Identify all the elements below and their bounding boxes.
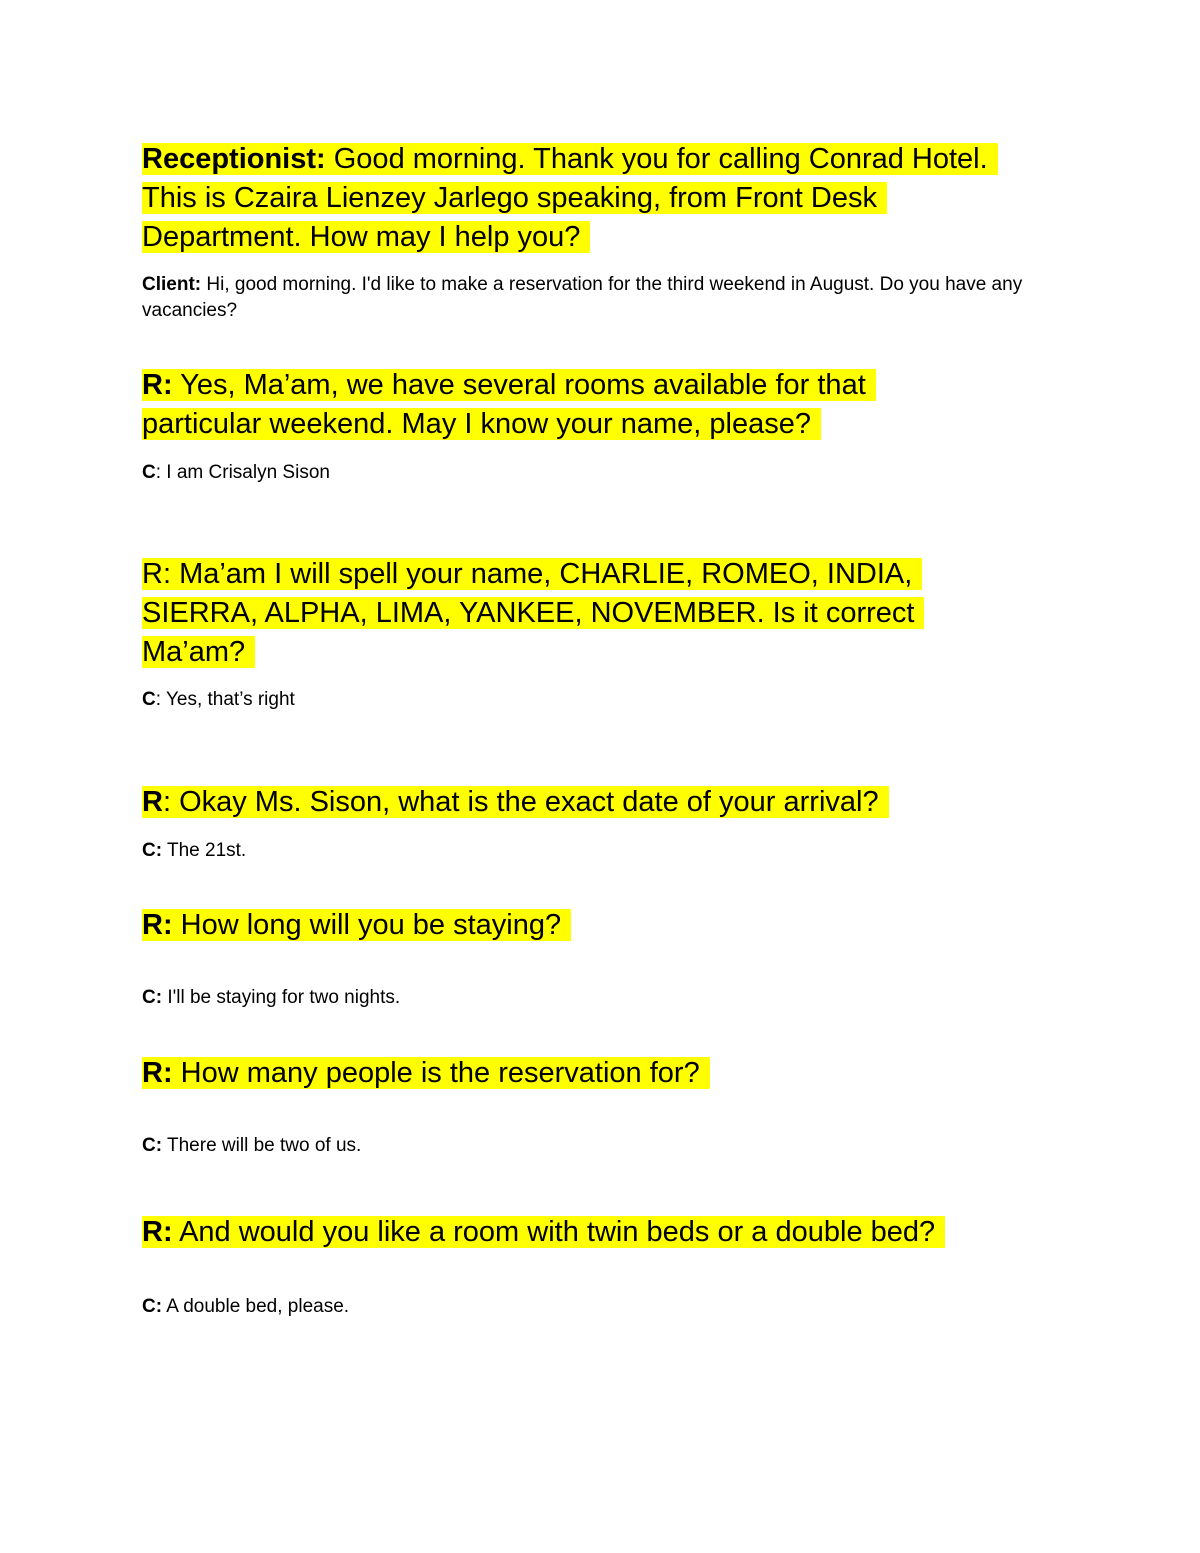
receptionist-turn-6 <box>142 1054 710 1093</box>
utterance-text: I'll be staying for two nights. <box>167 987 401 1008</box>
utterance-text: Ma’am I will spell your name, CHARLIE, ROMEO, INDIA, <box>179 558 913 590</box>
highlighted-line <box>142 558 922 590</box>
utterance-text: How long will you be staying? <box>180 909 562 941</box>
highlighted-line: SIERRA, ALPHA, LIMA, YANKEE, NOVEMBER. Is it correct <box>142 597 924 629</box>
speaker-label: R: <box>142 369 173 401</box>
client-turn-4 <box>142 838 1072 864</box>
speaker-label: Client: <box>142 274 202 295</box>
utterance-text: A double bed, please. <box>166 1296 350 1317</box>
speaker-label: C: <box>142 840 163 861</box>
client-turn-6 <box>142 1133 1072 1159</box>
speaker-label: C <box>142 689 156 710</box>
highlighted-line: Ma’am? <box>142 636 255 668</box>
client-turn-5 <box>142 985 1072 1011</box>
receptionist-turn-3 <box>142 555 924 672</box>
client-turn-7 <box>142 1294 1072 1320</box>
highlighted-line: particular weekend. May I know your name, please? <box>142 408 821 440</box>
highlighted-line <box>142 909 571 941</box>
highlighted-line: This is Czaira Lienzey Jarlego speaking, from Front Desk <box>142 182 887 214</box>
speaker-label: C <box>142 462 156 483</box>
utterance-text: There will be two of us. <box>167 1135 362 1156</box>
speaker-label: C: <box>142 1135 163 1156</box>
receptionist-turn-4 <box>142 783 889 822</box>
utterance-text: How many people is the reservation for? <box>180 1057 700 1089</box>
receptionist-turn-1 <box>142 140 998 257</box>
speaker-label: C: <box>142 987 163 1008</box>
utterance-text: Good morning. Thank you for calling Conrad Hotel. <box>333 143 988 175</box>
speaker-label: C: <box>142 1296 163 1317</box>
client-turn-3 <box>142 687 1072 713</box>
receptionist-turn-2 <box>142 366 876 444</box>
speaker-label: R: <box>142 558 171 590</box>
highlighted-line: Department. How may I help you? <box>142 221 590 253</box>
highlighted-line <box>142 143 998 175</box>
utterance-text: The 21st. <box>167 840 247 861</box>
utterance-text: Yes, Ma’am, we have several rooms available for that <box>180 369 866 401</box>
receptionist-turn-7 <box>142 1213 945 1252</box>
client-turn-2 <box>142 460 1072 486</box>
highlighted-line <box>142 1216 945 1248</box>
utterance-text: Hi, good morning. I'd like to make a reservation for the third weekend in August. Do you have any vacancies? <box>142 274 1023 321</box>
speaker-label: R: <box>142 1216 173 1248</box>
utterance-text: : I am Crisalyn Sison <box>155 462 330 483</box>
speaker-label: Receptionist: <box>142 143 326 175</box>
client-turn-1 <box>142 272 1072 324</box>
utterance-text: : Okay Ms. Sison, what is the exact date of your arrival? <box>162 786 879 818</box>
speaker-label: R <box>142 786 163 818</box>
receptionist-turn-5 <box>142 906 571 945</box>
highlighted-line <box>142 1057 710 1089</box>
speaker-label: R: <box>142 1057 173 1089</box>
highlighted-line <box>142 369 876 401</box>
speaker-label: R: <box>142 909 173 941</box>
utterance-text: And would you like a room with twin beds or a double bed? <box>179 1216 936 1248</box>
utterance-text: : Yes, that’s right <box>155 689 295 710</box>
highlighted-line <box>142 786 889 818</box>
